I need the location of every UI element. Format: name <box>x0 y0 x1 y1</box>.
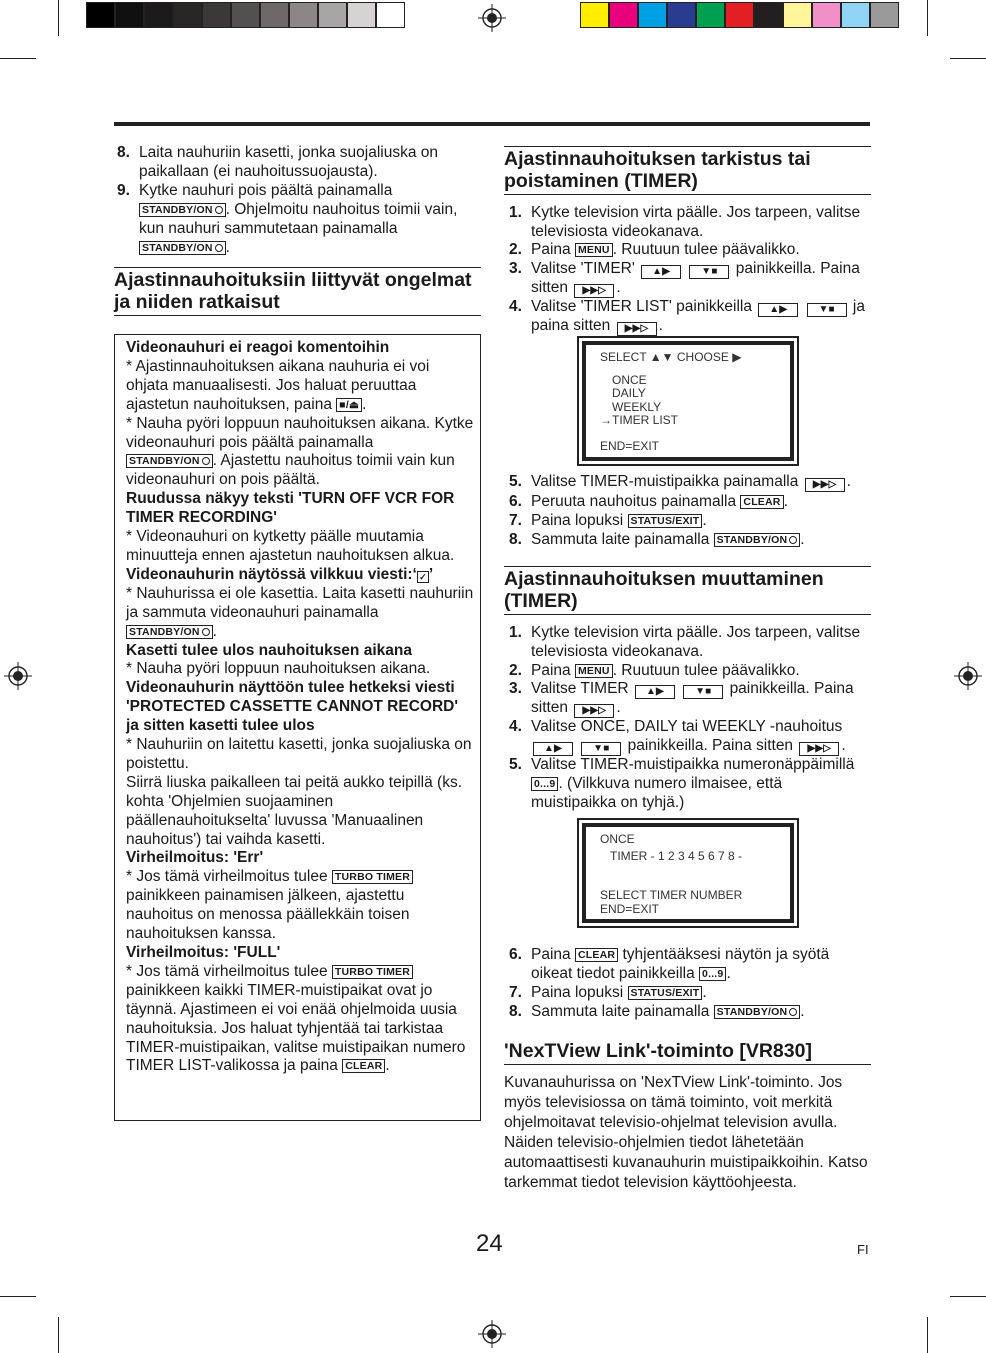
menu-button-label: MENU <box>575 243 613 257</box>
crop-mark <box>0 1296 36 1297</box>
number-button-label: 0...9 <box>699 967 726 981</box>
step-2: 2. Paina MENU . Ruutuun tulee päävalikko. <box>509 661 800 679</box>
turbo-timer-button-label: TURBO TIMER <box>332 870 413 884</box>
page-number: 24 <box>476 1230 503 1257</box>
power-icon <box>202 628 210 636</box>
color-swatch <box>318 2 347 28</box>
nextview-heading-block <box>504 1040 871 1065</box>
status-exit-button-label: STATUS/EXIT <box>628 514 703 528</box>
color-swatch <box>812 2 841 28</box>
registration-mark-icon <box>478 1320 506 1348</box>
up-play-button-label: ▲▶ <box>758 303 798 317</box>
section-heading: Ajastinnauhoituksen muuttaminen (TIMER) <box>504 566 871 615</box>
standby-on-button-label: STANDBY/ON <box>714 533 801 547</box>
standby-on-button-label: STANDBY/ON <box>126 625 213 639</box>
step-6: 6. Peruuta nauhoitus painamalla CLEAR . <box>509 493 788 510</box>
left-column <box>117 143 482 257</box>
step-7: 7. Paina lopuksi STATUS/EXIT . <box>509 984 707 1001</box>
crop-mark <box>927 0 928 36</box>
clear-button-label: CLEAR <box>740 495 783 509</box>
box-subheading: Kasetti tulee ulos nauhoituksen aikana <box>126 641 412 659</box>
section-heading: Ajastinnauhoituksiin liittyvät ongelmat ja niiden ratkaisut <box>114 267 481 316</box>
down-stop-button-label: ▼■ <box>689 265 729 279</box>
troubleshooting-heading-block <box>114 267 481 316</box>
step-3: 3. Valitse TIMER ▲▶ ▼■ painikkeilla. Paina sitten ▶▶▷ . <box>509 680 854 717</box>
page-top-rule <box>114 122 870 126</box>
color-swatch <box>115 2 144 28</box>
down-stop-button-label: ▼■ <box>581 742 621 756</box>
standby-on-button-label: STANDBY/ON <box>126 454 213 468</box>
language-code: FI <box>857 1242 869 1257</box>
change-timer-steps <box>509 624 871 813</box>
step-8: 8. Sammuta laite painamalla STANDBY/ON . <box>509 1003 805 1020</box>
color-swatch <box>783 2 812 28</box>
color-swatch <box>580 2 609 28</box>
crop-mark <box>58 1317 59 1353</box>
registration-mark-icon <box>478 4 506 32</box>
fast-forward-button-label: ▶▶▷ <box>799 742 839 756</box>
menu-button-label: MENU <box>575 664 613 678</box>
step-5: 5. Valitse TIMER-muistipaikka painamalla ▶▶▷ . <box>509 473 851 490</box>
down-stop-button-label: ▼■ <box>683 685 723 699</box>
up-play-button-label: ▲▶ <box>635 685 675 699</box>
up-play-button-label: ▲▶ <box>533 742 573 756</box>
tv-screen-timer-list: SELECT ▲▼ CHOOSE ▶ ONCE DAILY WEEKLY →TIMER LIST END=EXIT <box>577 336 799 466</box>
step-4: 4. Valitse ONCE, DAILY tai WEEKLY -nauhoitus ▲▶ ▼■ painikkeilla. Paina sitten ▶▶▷ . <box>509 718 846 755</box>
crop-mark <box>950 1296 986 1297</box>
color-swatch <box>725 2 754 28</box>
standby-on-button-label: STANDBY/ON <box>139 241 226 255</box>
clear-button-label: CLEAR <box>575 948 618 962</box>
box-subheading: Virheilmoitus: 'Err' <box>126 849 264 867</box>
color-swatch <box>609 2 638 28</box>
section-heading: Ajastinnauhoituksen tarkistus tai poistaminen (TIMER) <box>504 146 871 195</box>
registration-mark-icon <box>4 662 32 690</box>
step-1: 1. Kytke television virta päälle. Jos tarpeen, valitse televisiosta videokanava. <box>509 204 861 240</box>
fast-forward-button-label: ▶▶▷ <box>617 322 657 336</box>
cassette-check-icon: ✓ <box>417 571 429 583</box>
box-subheading: Virheilmoitus: 'FULL' <box>126 944 281 961</box>
power-icon <box>789 1008 797 1016</box>
color-swatch <box>173 2 202 28</box>
color-swatch <box>289 2 318 28</box>
color-swatch <box>231 2 260 28</box>
clear-button-label: CLEAR <box>342 1059 385 1073</box>
step-6: 6. Paina CLEAR tyhjentääksesi näytön ja syötä oikeat tiedot painikkeilla 0...9 . <box>509 946 830 982</box>
troubleshooting-box: Videonauhuri ei reagoi komentoihin * Ajastinnauhoituksen aikana nauhuria ei voi ohjata manuaalisesti. Jos haluat peruuttaa ajastetun nauhoituksen, paina ■/⏏ . * Nauha pyöri loppuun nauhoituksen aikana. Kytke videonauhuri pois päältä painamalla STANDBY/ON . Ajastettu nauhoitus toimii vain kun videonauhuri on pois päältä. Ruudussa näkyy teksti 'TURN OFF VCR FOR TIMER RECORDING' * Videonauhuri on kytketty päälle muutamia minuutteja ennen ajastetun nauhoituksen alkua. Videonauhurin näytössä vilkkuu viesti:‘ ✓ ’ * Nauhurissa ei ole kasettia. Laita kasetti nauhuriin ja sammuta videonauhuri painamalla STANDBY/ON . Kasetti tulee ulos nauhoituksen aikana * Nauha pyöri loppuun nauhoituksen aikana. Videonauhurin näyttöön tulee hetkeksi viesti 'PROTECTED CASSETTE CANNOT RECORD' ja sitten kasetti tulee ulos * Nauhuriin on laitettu kasetti, jonka suojaliuska on poistettu. Siirrä liuska paikalleen tai peitä aukko teipillä (ks. kohta 'Ohjelmien suojaaminen päällenauhoitukselta' luvussa 'Manuaalinen nauhoitus') tai vaihda kasetti. Virheilmoitus: 'Err' * Jos tämä virheilmoitus tulee TURBO TIMER painikkeen painamisen jälkeen, ajastettu nauhoitus on menossa päällekkäin toisen nauhoituksen kanssa. Virheilmoitus: 'FULL' * Jos tämä virheilmoitus tulee TURBO TIMER painikkeen kaikki TIMER-muistipaikat ovat jo täynnä. Ajastimeen ei voi enää ohjelmoida uusia nauhoituksia. Jos haluat tyhjentää tai tarkistaa TIMER-muistipaikan, valitse muistipaikan numero TIMER LIST-valikossa ja paina CLEAR . <box>114 334 481 1121</box>
stop-eject-button-label: ■/⏏ <box>336 398 362 412</box>
registration-mark-icon <box>954 662 982 690</box>
step-3: 3. Valitse 'TIMER' ▲▶ ▼■ painikkeilla. Paina sitten ▶▶▷ . <box>509 259 860 296</box>
crop-mark <box>927 1317 928 1353</box>
crop-mark <box>950 58 986 59</box>
check-delete-heading-block <box>504 146 871 195</box>
color-swatch <box>144 2 173 28</box>
step-7: 7. Paina lopuksi STATUS/EXIT . <box>509 512 707 529</box>
nextview-paragraph: Kuvanauhurissa on 'NexTView Link'-toiminto. Jos myös televisiossa on tämä toiminto, voit merkitä ohjelmoitavat televisio-ohjelmat television avulla. Näiden televisio-ohjelmien tiedot lähetetään automaattisesti kuvanauhurin muistipaikkoihin. Katso tarkemmat tiedot television käyttöohjeesta. <box>504 1074 868 1191</box>
step-8: 8. Sammuta laite painamalla STANDBY/ON . <box>509 531 805 548</box>
tv-screen-timer-number: ONCE TIMER - 1 2 3 4 5 6 7 8 - SELECT TIMER NUMBER END=EXIT <box>577 818 799 928</box>
color-swatch <box>696 2 725 28</box>
box-subheading: Videonauhurin näytössä vilkkuu viesti:‘ ✓ ’ <box>126 565 434 583</box>
step-8: 8. Laita nauhuriin kasetti, jonka suojaliuska on paikallaan (ei nauhoitussuojausta). <box>117 144 438 180</box>
up-play-button-label: ▲▶ <box>641 265 681 279</box>
status-exit-button-label: STATUS/EXIT <box>628 986 703 1000</box>
box-subheading: Ruudussa näkyy teksti 'TURN OFF VCR FOR TIMER RECORDING' <box>126 490 455 527</box>
power-icon <box>202 457 210 465</box>
step-1: 1. Kytke television virta päälle. Jos tarpeen, valitse televisiosta videokanava. <box>509 624 861 660</box>
power-icon <box>215 244 223 252</box>
power-icon <box>789 536 797 544</box>
fast-forward-button-label: ▶▶▷ <box>574 704 614 718</box>
fast-forward-button-label: ▶▶▷ <box>805 478 845 492</box>
section-heading: 'NexTView Link'-toiminto [VR830] <box>504 1040 871 1065</box>
step-9: 9. Kytke nauhuri pois päältä painamalla STANDBY/ON . Ohjelmoitu nauhoitus toimii vain, kun nauhuri sammutetaan painamalla STANDBY/ON . <box>117 182 458 256</box>
check-delete-steps-2 <box>509 472 871 549</box>
turbo-timer-button-label: TURBO TIMER <box>332 965 413 979</box>
step-5: 5. Valitse TIMER-muistipaikka numeronäppäimillä 0...9 . (Vilkkuva numero ilmaisee, että muistipaikka on tyhjä.) <box>509 756 855 811</box>
down-stop-button-label: ▼■ <box>807 303 847 317</box>
number-button-label: 0...9 <box>531 777 558 791</box>
color-swatch <box>347 2 376 28</box>
color-swatch <box>376 2 405 28</box>
crop-mark <box>58 0 59 36</box>
color-swatch <box>754 2 783 28</box>
change-timer-steps-2 <box>509 945 871 1021</box>
color-swatch <box>841 2 870 28</box>
standby-on-button-label: STANDBY/ON <box>714 1005 801 1019</box>
change-timer-heading-block <box>504 566 871 615</box>
power-icon <box>215 206 223 214</box>
color-swatch <box>86 2 115 28</box>
crop-mark <box>0 58 36 59</box>
standby-on-button-label: STANDBY/ON <box>139 203 226 217</box>
color-swatch <box>260 2 289 28</box>
box-subheading: Videonauhuri ei reagoi komentoihin <box>126 339 390 356</box>
color-swatch <box>202 2 231 28</box>
step-2: 2. Paina MENU . Ruutuun tulee päävalikko. <box>509 241 800 258</box>
step-4: 4. Valitse 'TIMER LIST' painikkeilla ▲▶ ▼■ ja paina sitten ▶▶▷ . <box>509 297 865 334</box>
color-swatch <box>638 2 667 28</box>
color-swatch <box>667 2 696 28</box>
box-subheading: Videonauhurin näyttöön tulee hetkeksi viesti 'PROTECTED CASSETTE CANNOT RECORD' ja sitten kasetti tulee ulos <box>126 679 459 735</box>
fast-forward-button-label: ▶▶▷ <box>574 284 614 298</box>
color-swatch <box>870 2 899 28</box>
check-delete-steps <box>509 204 871 336</box>
